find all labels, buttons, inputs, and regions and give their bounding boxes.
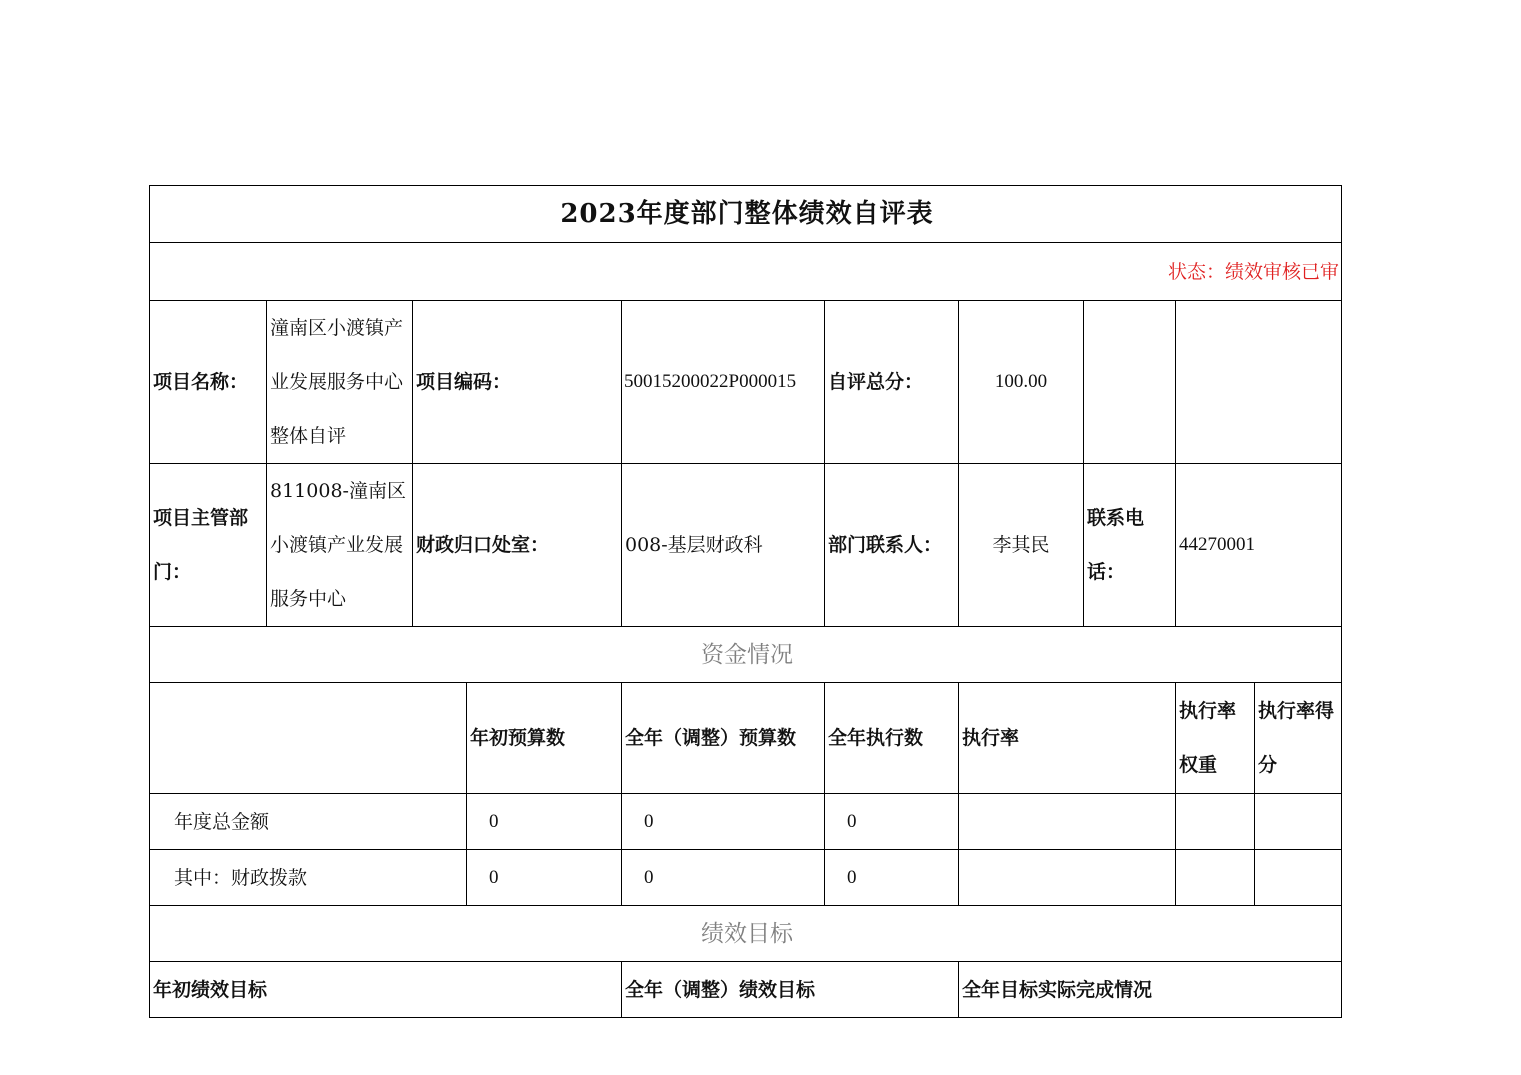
row-label: 年度总金额 — [150, 794, 467, 850]
row-label: 其中：财政拨款 — [150, 850, 467, 906]
row-score — [1255, 850, 1342, 906]
contact-label: 部门联系人： — [825, 464, 959, 627]
contact-value: 李其民 — [959, 464, 1084, 627]
goals-section-title: 绩效目标 — [150, 906, 1342, 962]
row-adjusted: 0 — [622, 850, 825, 906]
row-executed: 0 — [825, 794, 959, 850]
goals-header-actual: 全年目标实际完成情况 — [959, 962, 1342, 1018]
self-evaluation-form — [149, 185, 1342, 1018]
row-weight — [1176, 850, 1255, 906]
finance-label: 财政归口处室： — [413, 464, 622, 627]
score-value: 100.00 — [959, 301, 1084, 464]
table-row — [150, 794, 1342, 850]
row-rate — [959, 850, 1176, 906]
finance-value: 008-基层财政科 — [622, 464, 825, 627]
goals-header-adjusted: 全年（调整）绩效目标 — [622, 962, 959, 1018]
funds-header-rate: 执行率 — [959, 683, 1176, 794]
empty-cell — [1084, 301, 1176, 464]
row-adjusted: 0 — [622, 794, 825, 850]
status-text: 状态：绩效审核已审 — [150, 243, 1342, 301]
project-code-value: 50015200022P000015 — [622, 301, 825, 464]
dept-label: 项目主管部门： — [150, 464, 267, 627]
form-title: 2023年度部门整体绩效自评表 — [150, 186, 1342, 243]
funds-header-blank — [150, 683, 467, 794]
empty-cell — [1176, 301, 1342, 464]
funds-header-adjusted: 全年（调整）预算数 — [622, 683, 825, 794]
dept-value: 811008-潼南区小渡镇产业发展服务中心 — [267, 464, 413, 627]
table-row — [150, 850, 1342, 906]
goals-header-initial: 年初绩效目标 — [150, 962, 622, 1018]
evaluation-table — [149, 185, 1342, 1018]
phone-value: 44270001 — [1176, 464, 1342, 627]
row-initial: 0 — [467, 850, 622, 906]
row-executed: 0 — [825, 850, 959, 906]
project-name-value: 潼南区小渡镇产业发展服务中心整体自评 — [267, 301, 413, 464]
funds-header-executed: 全年执行数 — [825, 683, 959, 794]
row-initial: 0 — [467, 794, 622, 850]
funds-section-title: 资金情况 — [150, 627, 1342, 683]
row-weight — [1176, 794, 1255, 850]
funds-header-initial: 年初预算数 — [467, 683, 622, 794]
funds-header-score: 执行率得分 — [1255, 683, 1342, 794]
project-name-label: 项目名称： — [150, 301, 267, 464]
row-rate — [959, 794, 1176, 850]
funds-header-weight: 执行率权重 — [1176, 683, 1255, 794]
row-score — [1255, 794, 1342, 850]
phone-label: 联系电话： — [1084, 464, 1176, 627]
project-code-label: 项目编码： — [413, 301, 622, 464]
score-label: 自评总分： — [825, 301, 959, 464]
